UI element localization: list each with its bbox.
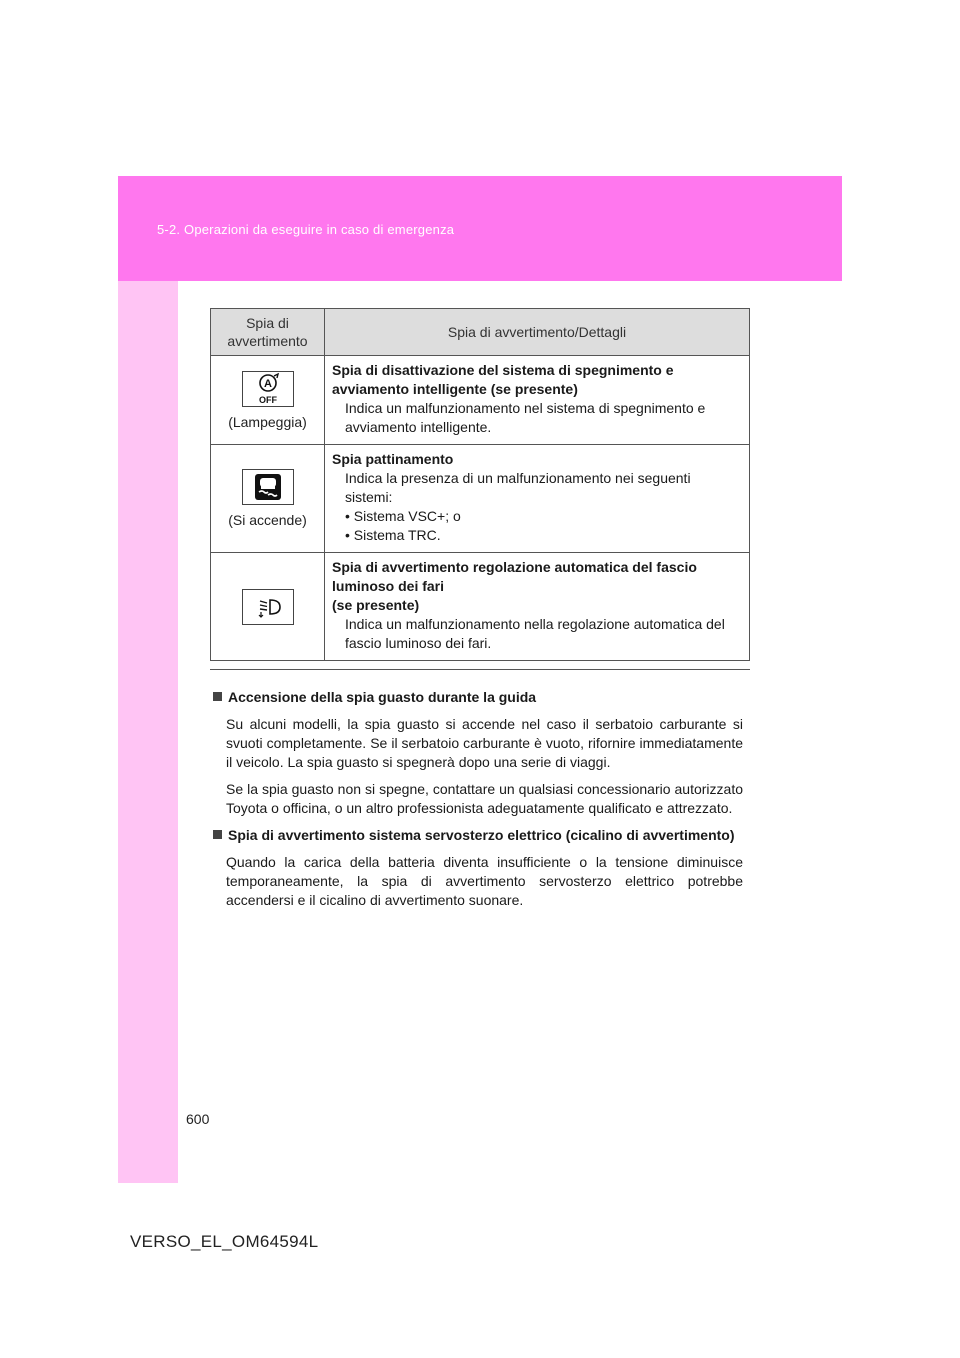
table-row: [211, 445, 750, 553]
note-heading: [213, 688, 743, 707]
row-title-note: (se presente): [332, 597, 420, 613]
svg-text:OFF: OFF: [258, 394, 277, 405]
note-heading: [213, 826, 743, 845]
section-title: 5-2. Operazioni da eseguire in caso di emergenza: [157, 222, 455, 237]
notes-section: [213, 688, 743, 918]
headlight-leveling-icon: [242, 589, 294, 625]
table-row: [211, 553, 750, 661]
column-header-light: Spia di avvertimento: [211, 309, 325, 356]
icon-caption: (Lampeggia): [228, 413, 307, 430]
side-band: [118, 281, 178, 1183]
description-cell: [325, 445, 750, 553]
note-block: [213, 826, 743, 910]
column-header-details: Spia di avvertimento/Dettagli: [325, 309, 750, 356]
row-body: Indica un malfunzionamento nella regolazione automatica del fascio luminoso dei fari.: [345, 616, 725, 651]
page-number: 600: [186, 1111, 210, 1127]
row-body: Indica la presenza di un malfunzionamento nei seguenti sistemi:: [345, 470, 691, 505]
note-heading-text: Accensione della spia guasto durante la guida: [228, 689, 537, 705]
smart-key-off-icon: [242, 371, 294, 407]
row-body: • Sistema TRC.: [345, 527, 441, 543]
square-bullet-icon: [213, 830, 222, 839]
slip-indicator-icon: [242, 469, 294, 505]
row-body: • Sistema VSC+; o: [345, 508, 461, 524]
note-paragraph: Su alcuni modelli, la spia guasto si accende nel caso il serbatoio carburante si svuoti completamente. Se il serbatoio carburante è vuoto, rifornire immediatamente il veicolo. La spia guasto si spegnerà dopo una serie di viaggi.: [226, 716, 743, 770]
row-title: Spia pattinamento: [332, 451, 454, 467]
table-row: [211, 356, 750, 445]
description-cell: [325, 553, 750, 661]
icon-cell: [211, 445, 325, 553]
svg-text:A: A: [263, 377, 272, 390]
row-title: Spia di disattivazione del sistema di spegnimento e avviamento intelligente (se presente): [332, 362, 674, 397]
icon-cell: [211, 553, 325, 661]
note-heading-text: Spia di avvertimento sistema servosterzo elettrico (cicalino di avvertimento): [228, 827, 735, 843]
document-code: VERSO_EL_OM64594L: [130, 1232, 319, 1251]
row-title: Spia di avvertimento regolazione automatica del fascio luminoso dei fari: [332, 559, 697, 594]
note-block: [213, 688, 743, 818]
table-header-row: [211, 309, 750, 356]
row-body: Indica un malfunzionamento nel sistema di spegnimento e avviamento intelligente.: [345, 400, 706, 435]
icon-cell: [211, 356, 325, 445]
description-cell: [325, 356, 750, 445]
section-divider: [210, 669, 750, 670]
icon-caption: (Si accende): [228, 512, 307, 528]
note-paragraph: Quando la carica della batteria diventa insufficiente o la tensione diminuisce temporaneamente, la spia di avvertimento servosterzo elettrico potrebbe accendersi e il cicalino di avvertimento suonare.: [226, 854, 743, 908]
warning-lights-table: [210, 308, 750, 661]
square-bullet-icon: [213, 692, 222, 701]
note-paragraph: Se la spia guasto non si spegne, contattare un qualsiasi concessionario autorizzato Toyota o officina, o un altro professionista adeguatamente qualificato e attrezzato.: [226, 781, 743, 816]
